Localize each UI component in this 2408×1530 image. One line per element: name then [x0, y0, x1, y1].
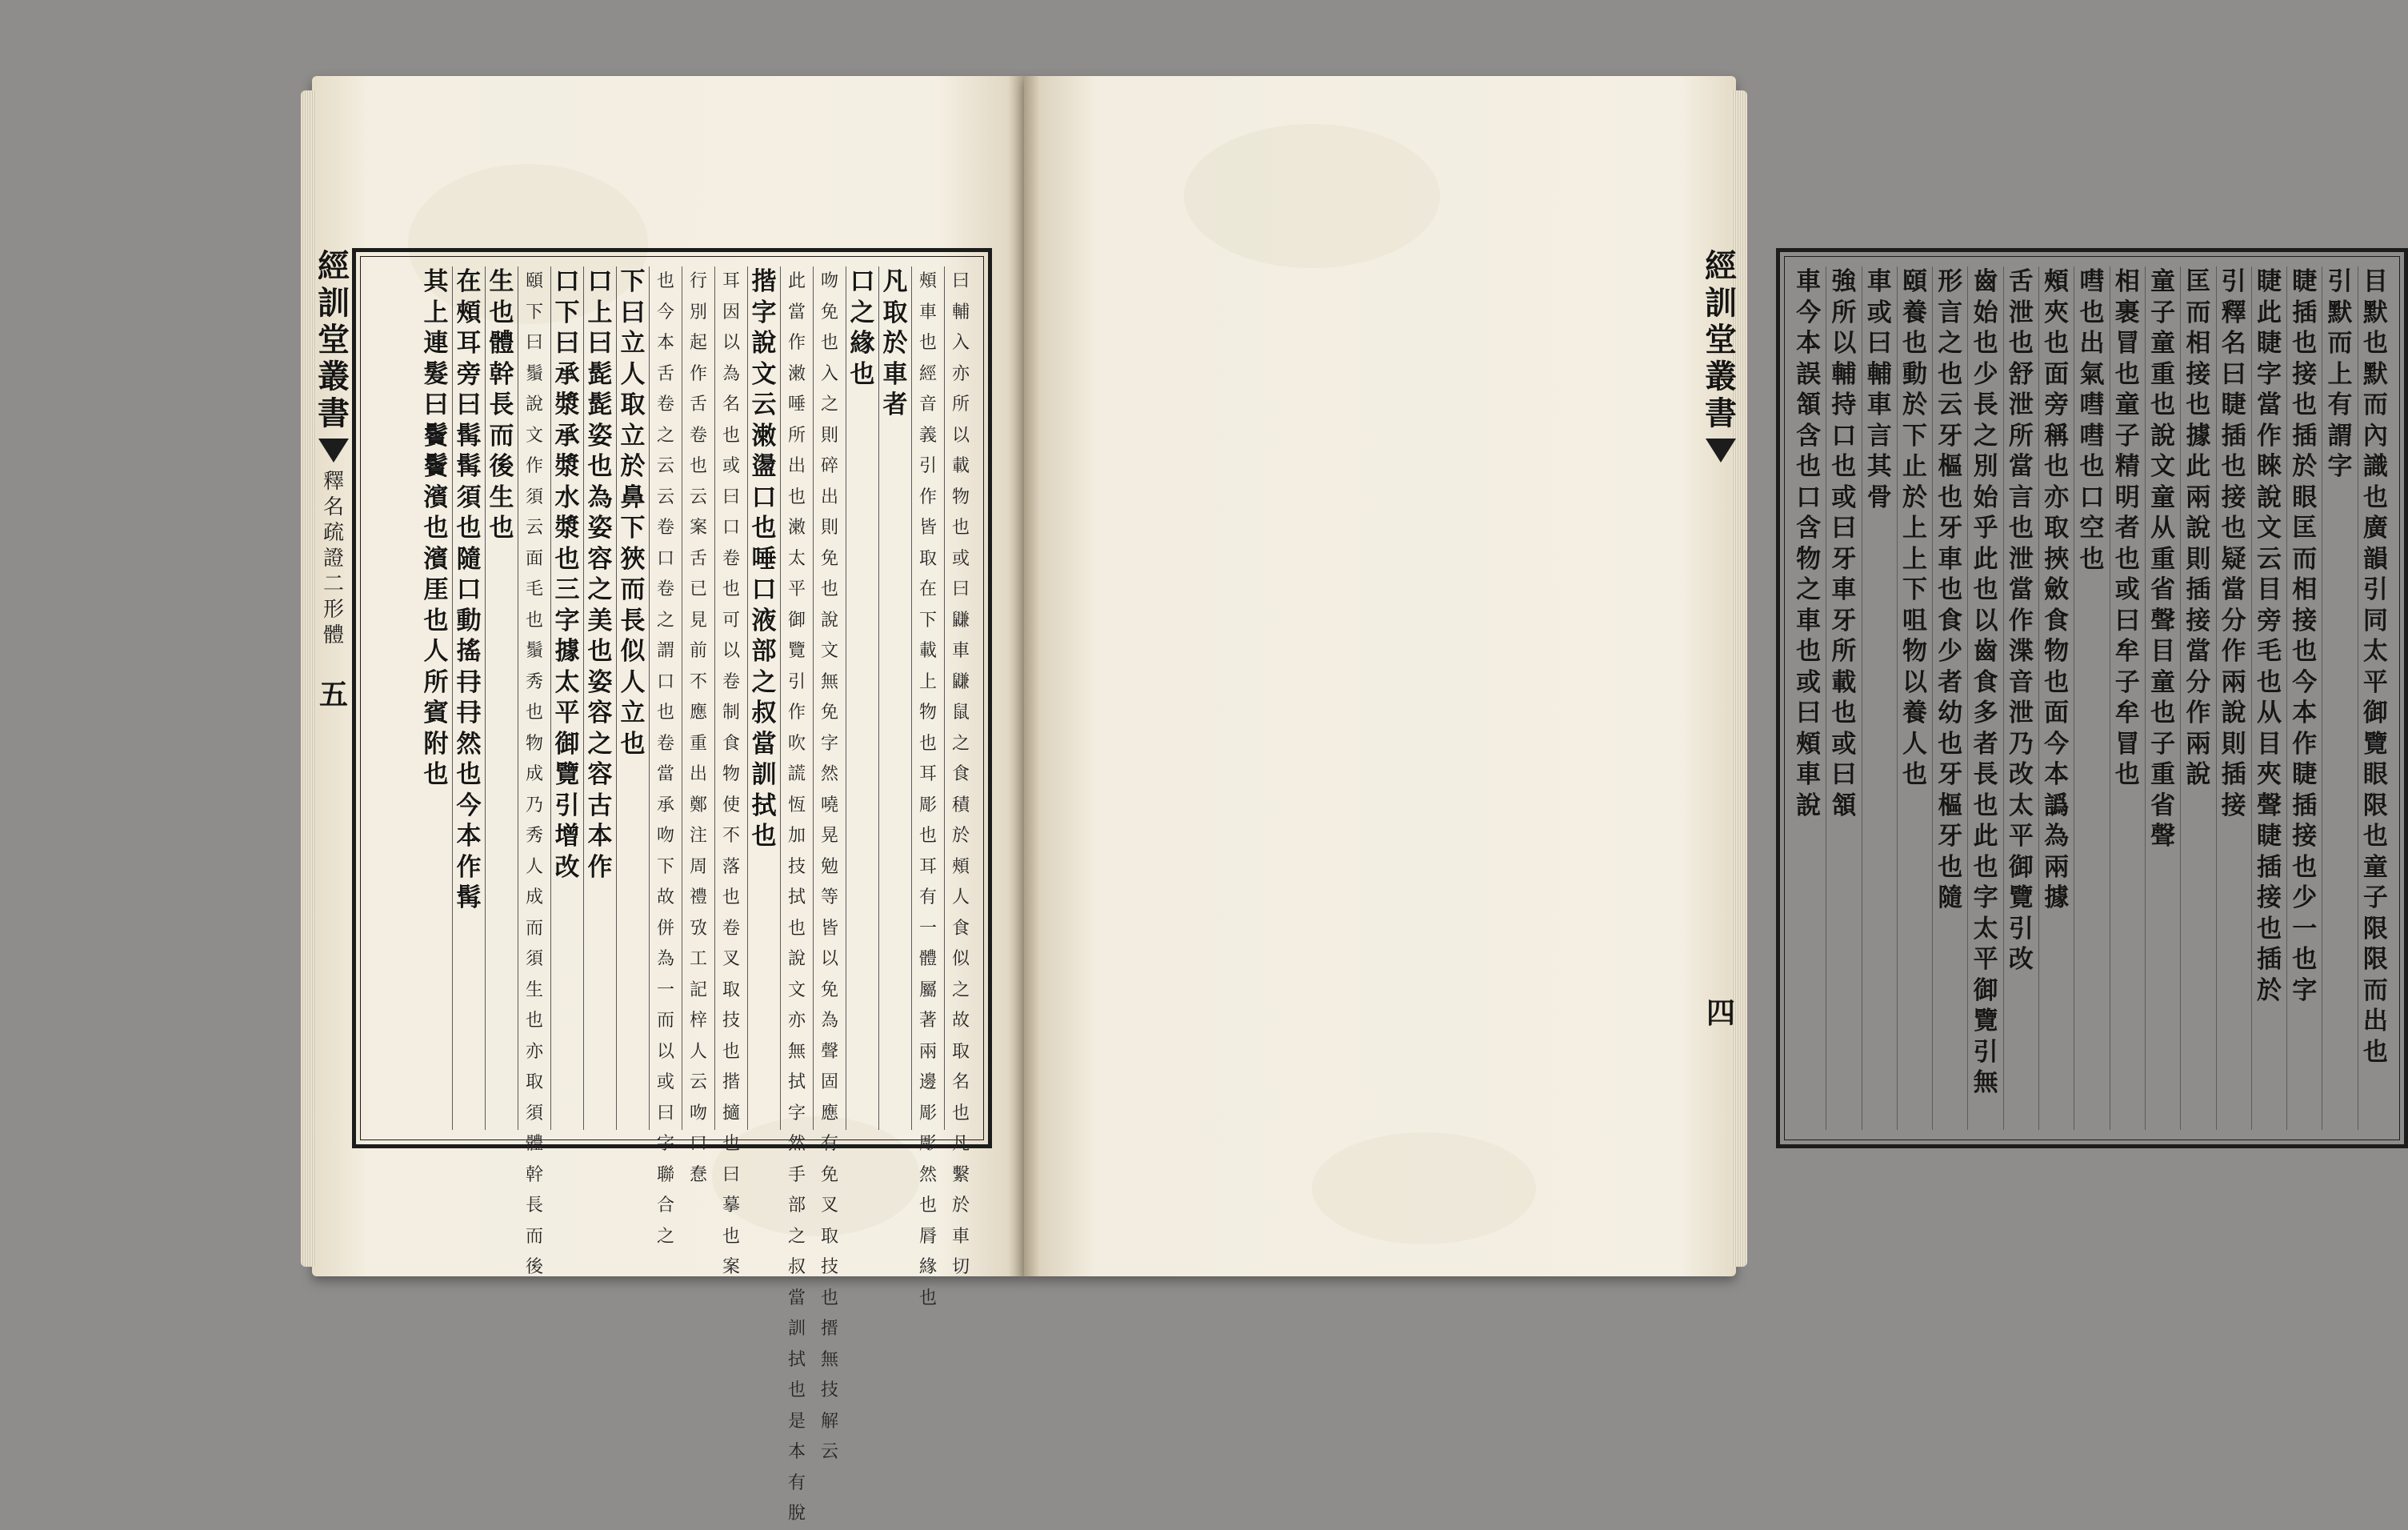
- right-margin-strip: [1702, 248, 1739, 1148]
- left-text-frame: [352, 248, 992, 1524]
- right-text-columns: [1791, 266, 2393, 1130]
- right-text-column: 目 默 也 默 而 內 識 也 廣 韻 引 同 太 平 御 覽 眼 限 也 童 子 限 限 而 出 也: [2358, 266, 2393, 1130]
- right-text-column: 相 裹 冒 也 童 子 精 明 者 也 或 曰 牟 子 牟 冒 也: [2110, 266, 2145, 1130]
- left-text-columns: [423, 266, 977, 1524]
- left-text-column: 耳 因 以 為 名 也 或 曰 口 卷 也 可 以 卷 制 食 物 使 不 落 也 卷 叉 取 技 也 揩 擿 也 曰 摹 也 案: [714, 266, 747, 1130]
- left-text-column: 頤 下 曰 鬚 說 文 作 須 云 面 毛 也 鬚 秀 也 物 成 乃 秀 人 成 而 須 生 也 亦 取 須 體 幹 長 而 後: [518, 266, 550, 1130]
- left-text-column: 口 下 曰 承 漿 承 漿 水 漿 也 三 字 據 太 平 御 覽 引 增 改: [550, 266, 583, 1130]
- right-text-frame: [1776, 248, 2408, 1148]
- open-book: [312, 76, 2388, 1524]
- right-text-column: 形 言 之 也 云 牙 樞 也 牙 車 也 食 少 者 幼 也 牙 樞 牙 也 隨: [1932, 266, 1967, 1130]
- right-page: [1024, 76, 2388, 1276]
- left-text-column: 頰 車 也 經 音 義 引 作 皆 取 在 下 載 上 物 也 耳 彫 也 耳 有 一 體 屬 著 兩 邊 彫 彫 然 也 脣 緣 也: [911, 266, 944, 1130]
- right-text-column: 引 釋 名 曰 睫 插 也 接 也 疑 當 分 作 兩 說 則 插 接: [2216, 266, 2251, 1130]
- left-text-column: 生 也 體 幹 長 而 後 生 也: [485, 266, 518, 1130]
- right-text-column: 頤 養 也 動 於 下 止 於 上 上 下 咀 物 以 養 人 也: [1897, 266, 1932, 1130]
- right-text-column: 匡 而 相 接 也 據 此 兩 說 則 插 接 當 分 作 兩 說: [2180, 266, 2215, 1130]
- left-margin-strip: [315, 248, 352, 1148]
- left-text-column: 吻 免 也 入 之 則 碎 出 則 免 也 說 文 無 免 字 然 嘵 晃 勉 等 皆 以 免 為 聲 固 應 有 免 叉 取 技 也 搢 無 技 解 云: [813, 266, 846, 1130]
- right-text-column: 強 所 以 輔 持 口 也 或 曰 牙 車 牙 所 載 也 或 曰 頷: [1826, 266, 1861, 1130]
- right-margin-title: [1702, 248, 1739, 432]
- left-text-column: 下 曰 立 人 取 立 於 鼻 下 狹 而 長 似 人 立 也: [616, 266, 649, 1130]
- left-text-column: 凡 取 於 車 者: [878, 266, 911, 1130]
- left-text-column: 口 上 曰 髭 髭 姿 也 為 姿 容 之 美 也 姿 容 之 容 古 本 作: [583, 266, 616, 1130]
- right-text-column: 嘒 也 出 氣 嘒 嘒 也 口 空 也: [2074, 266, 2109, 1130]
- left-folio: 五: [318, 678, 348, 711]
- left-text-column: 其 上 連 髮 曰 鬢 鬢 濱 也 濱 厓 也 人 所 賓 附 也: [423, 267, 449, 789]
- right-text-column: 睫 此 睫 字 當 作 睞 說 文 云 目 旁 毛 也 从 目 夾 聲 睫 插 接 也 插 於: [2251, 266, 2286, 1130]
- book-gutter: [1008, 76, 1040, 1276]
- left-margin-subtitle-text: 釋 名 疏 證 二 形 體: [322, 470, 344, 647]
- left-text-column: 也 今 本 舌 卷 之 云 云 卷 口 卷 之 謂 口 也 卷 當 承 吻 下 故 併 為 一 而 以 或 曰 字 聯 合 之: [649, 266, 682, 1130]
- left-text-column: 揩 字 說 文 云 潄 盪 口 也 唾 口 液 部 之 叔 當 訓 拭 也: [747, 266, 780, 1130]
- right-folio: 四: [1706, 996, 1735, 1030]
- left-margin-title-text: 經 訓 堂 叢 書: [318, 247, 350, 432]
- left-page-edge: [301, 90, 317, 1267]
- right-text-column: 頰 夾 也 面 旁 稱 也 亦 取 挾 斂 食 物 也 面 今 本 譌 為 兩 據: [2038, 266, 2074, 1130]
- left-text-column: 行 別 起 作 舌 卷 也 云 案 舌 已 見 前 不 應 重 出 鄭 注 周 禮 攷 工 記 梓 人 云 吻 口 惷: [682, 266, 714, 1130]
- left-margin-subtitle: [315, 469, 352, 648]
- right-text-column: 童 子 童 重 也 說 文 童 从 重 省 聲 目 童 也 子 重 省 聲: [2145, 266, 2180, 1130]
- right-text-column: 車 今 本 誤 頷 含 也 口 含 物 之 車 也 或 曰 頰 車 說: [1796, 267, 1822, 820]
- left-margin-title: [315, 248, 352, 432]
- fish-tail-mark-icon: [1706, 439, 1736, 463]
- right-margin-title-text: 經 訓 堂 叢 書: [1705, 247, 1737, 432]
- right-text-column: 齒 始 也 少 長 之 別 始 乎 此 也 以 齒 食 多 者 長 也 此 也 字 太 平 御 覽 引 無: [1967, 266, 2002, 1130]
- right-text-column: 引 默 而 上 有 謂 字: [2322, 266, 2357, 1130]
- left-page: [312, 76, 1024, 1524]
- left-text-column: 在 頰 耳 旁 曰 髯 髯 須 也 隨 口 動 搖 冄 冄 然 也 今 本 作 髯: [452, 266, 485, 1130]
- right-text-column: 睫 插 也 接 也 插 於 眼 匡 而 相 接 也 今 本 作 睫 插 接 也 少 一 也 字: [2286, 266, 2322, 1130]
- fish-tail-mark-icon: [318, 439, 349, 463]
- left-text-column: 此 當 作 潄 唾 所 出 也 潄 太 平 御 覽 引 作 吹 謊 恆 加 技 拭 也 說 文 亦 無 拭 字 然 手 部 之 叔 當 訓 拭 也 是 本 有 脫: [780, 266, 813, 1130]
- right-text-column: 車 或 曰 輔 車 言 其 骨: [1862, 266, 1897, 1130]
- left-text-column: 口 之 緣 也: [846, 266, 878, 1130]
- left-text-column: 曰 輔 入 亦 所 以 載 物 也 或 曰 鼸 車 鼸 鼠 之 食 積 於 頰 人 食 似 之 故 取 名 也 凡 繫 於 車 切: [944, 266, 977, 1130]
- right-text-column: 舌 泄 也 舒 泄 所 當 言 也 泄 當 作 渫 音 泄 乃 改 太 平 御 覽 引 改: [2003, 266, 2038, 1130]
